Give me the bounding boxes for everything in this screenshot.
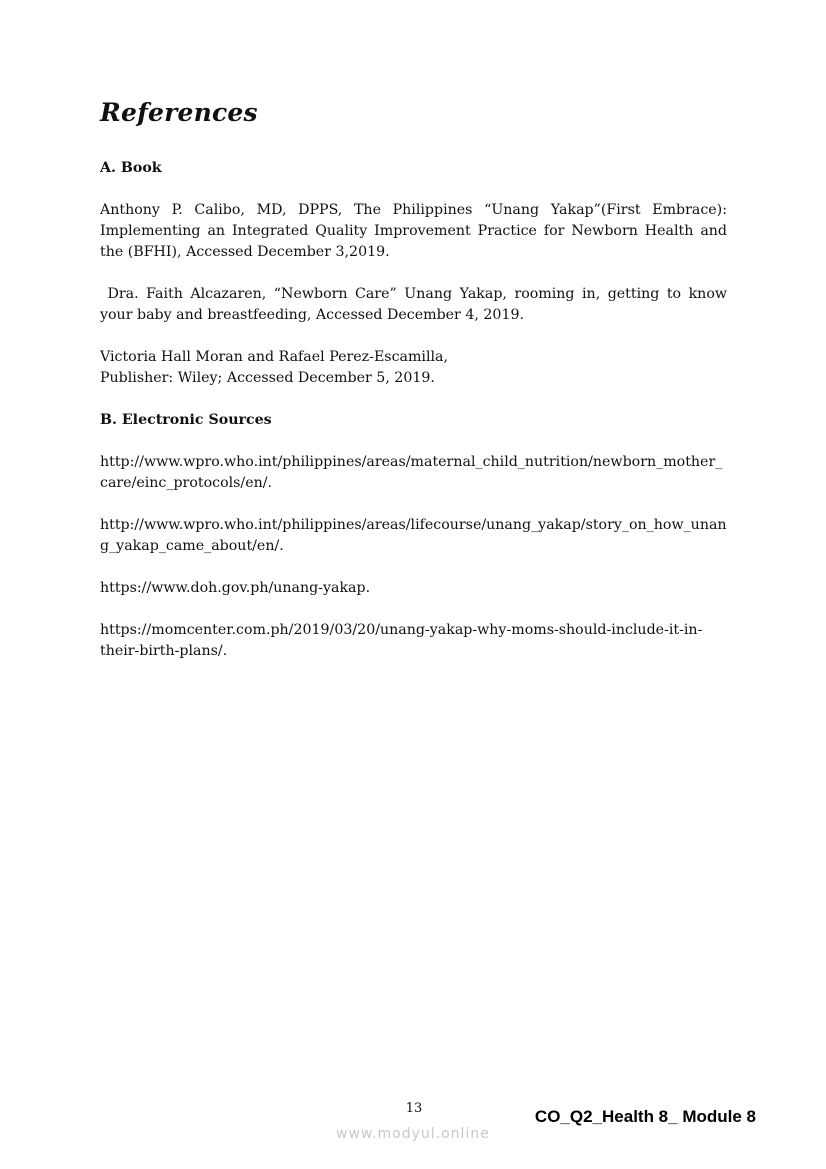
- book-reference-line: Victoria Hall Moran and Rafael Perez-Escamilla,: [100, 349, 449, 365]
- book-reference: [100, 347, 727, 389]
- book-reference: Anthony P. Calibo, MD, DPPS, The Philippines “Unang Yakap”(First Embrace): Implementing an Integrated Quality Improvement Practice for Newborn Health and the (BFHI), Accessed December 3,2019.: [100, 202, 727, 260]
- references-content: [100, 158, 732, 683]
- watermark-text: www.modyul.online: [336, 1126, 490, 1142]
- electronic-source-link[interactable]: http://www.wpro.who.int/philippines/areas/maternal_child_nutrition/newborn_mother_care/einc_protocols/en/.: [100, 454, 723, 491]
- electronic-source-link[interactable]: [100, 620, 727, 662]
- electronic-source-link-text[interactable]: https://momcenter.com.ph/2019/03/20/unang-yakap-why-moms-should-include-it-in-their-birth-plans/.: [100, 622, 703, 659]
- page-title: References: [100, 98, 258, 127]
- electronic-section-heading: B. Electronic Sources: [100, 412, 272, 428]
- book-section-heading: A. Book: [100, 160, 162, 176]
- electronic-source-link[interactable]: http://www.wpro.who.int/philippines/areas/lifecourse/unang_yakap/story_on_how_unang_yakap_came_about/en/.: [100, 517, 727, 554]
- page-number: 13: [405, 1101, 423, 1116]
- book-reference: Dra. Faith Alcazaren, “Newborn Care” Unang Yakap, rooming in, getting to know your baby and breastfeeding, Accessed December 4, 2019.: [100, 286, 732, 323]
- book-reference-line: Publisher: Wiley; Accessed December 5, 2019.: [100, 370, 435, 386]
- electronic-source-link[interactable]: https://www.doh.gov.ph/unang-yakap.: [100, 580, 371, 596]
- module-code: CO_Q2_Health 8_ Module 8: [534, 1107, 756, 1126]
